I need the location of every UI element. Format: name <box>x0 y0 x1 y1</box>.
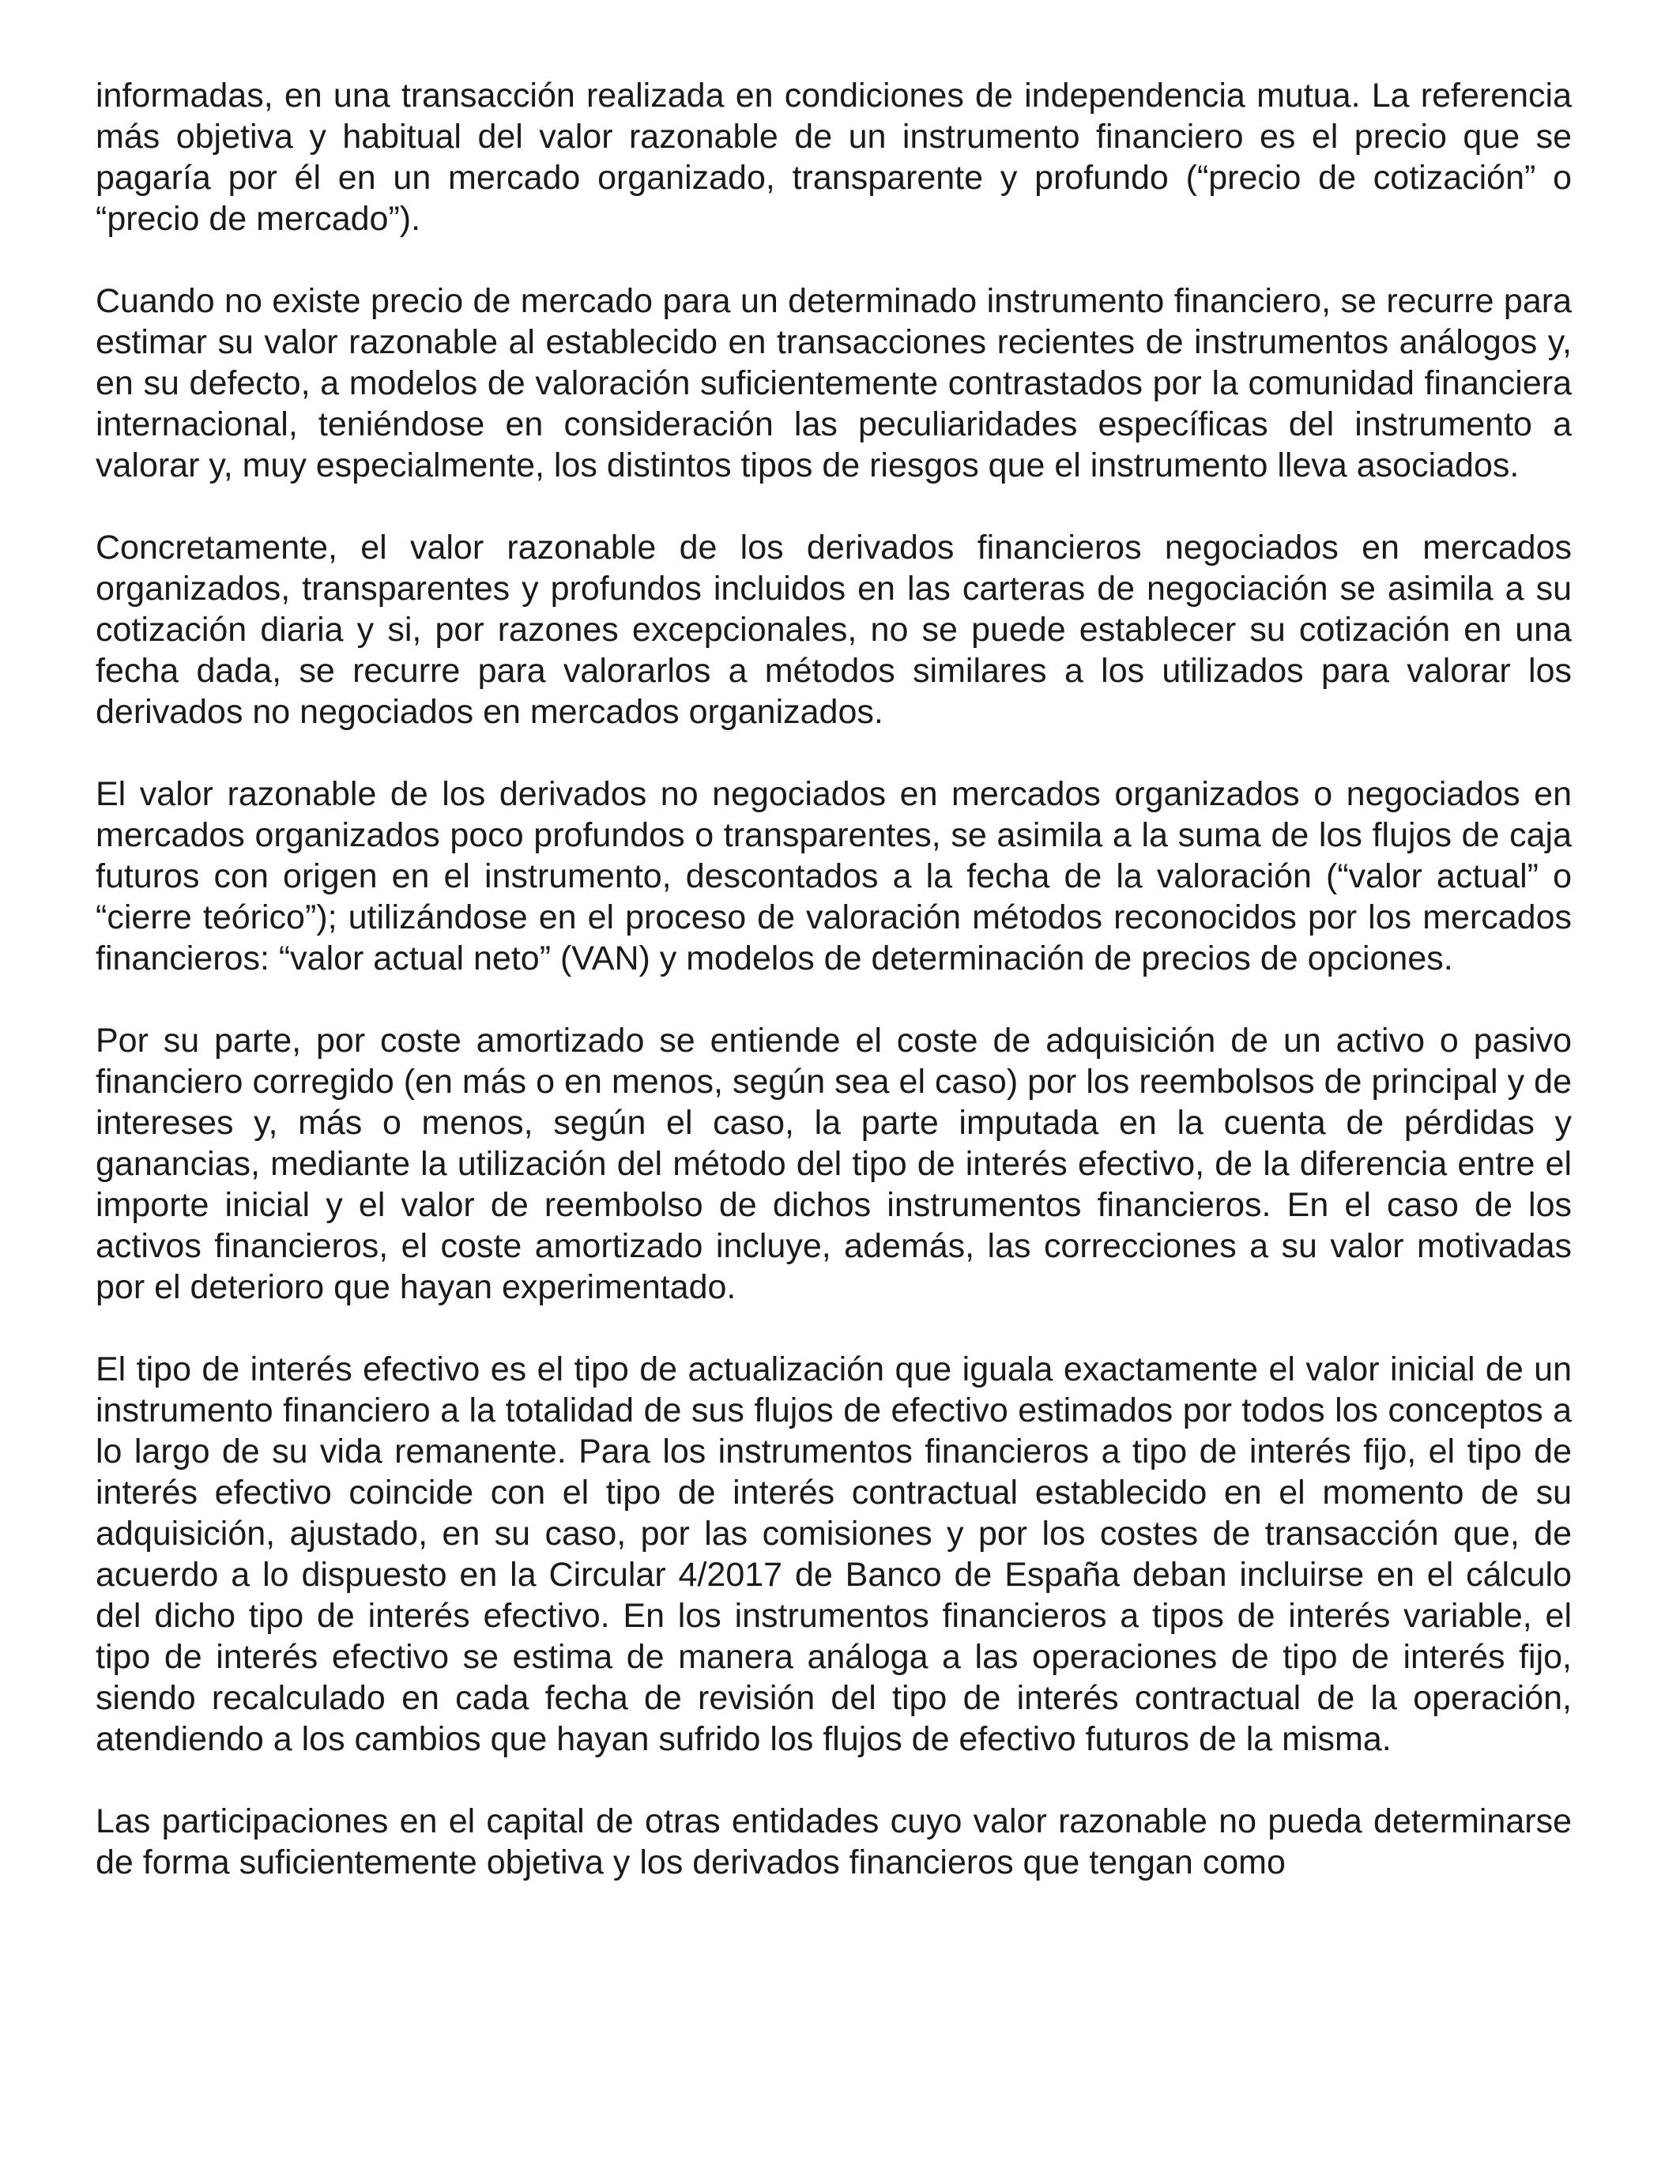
paragraph-tipo-interes-efectivo: El tipo de interés efectivo es el tipo de actualización que iguala exactamente el valor inicial de un instrumento financiero a la totalidad de sus flujos de efectivo estimados por todos los conceptos a lo largo de su vida remanente. Para los instrumentos financieros a tipo de interés fijo, el tipo de interés efectivo coincide con el tipo de interés contractual establecido en el momento de su adquisición, ajustado, en su caso, por las comisiones y por los costes de transacción que, de acuerdo a lo dispuesto en la Circular 4/2017 de Banco de España deban incluirse en el cálculo del dicho tipo de interés efectivo. En los instrumentos financieros a tipos de interés variable, el tipo de interés efectivo se estima de manera análoga a las operaciones de tipo de interés fijo, siendo recalculado en cada fecha de revisión del tipo de interés contractual de la operación, atendiendo a los cambios que hayan sufrido los flujos de efectivo futuros de la misma. <box>96 1350 1572 1758</box>
paragraph-sin-precio-de-mercado: Cuando no existe precio de mercado para un determinado instrumento financiero, se recurre para estimar su valor razonable al establecido en transacciones recientes de instrumentos análogos y, en su defecto, a modelos de valoración suficientemente contrastados por la comunidad financiera internacional, teniéndose en consideración las peculiaridades específicas del instrumento a valorar y, muy especialmente, los distintos tipos de riesgos que el instrumento lleva asociados. <box>96 282 1572 484</box>
document-body <box>96 75 1572 1883</box>
paragraph-coste-amortizado: Por su parte, por coste amortizado se entiende el coste de adquisición de un activo o pasivo financiero corregido (en más o en menos, según sea el caso) por los reembolsos de principal y de intereses y, más o menos, según el caso, la parte imputada en la cuenta de pérdidas y ganancias, mediante la utilización del método del tipo de interés efectivo, de la diferencia entre el importe inicial y el valor de reembolso de dichos instrumentos financieros. En el caso de los activos financieros, el coste amortizado incluye, además, las correcciones a su valor motivadas por el deterioro que hayan experimentado. <box>96 1022 1572 1306</box>
paragraph-derivados-negociados: Concretamente, el valor razonable de los derivados financieros negociados en mercados organizados, transparentes y profundos incluidos en las carteras de negociación se asimila a su cotización diaria y si, por razones excepcionales, no se puede establecer su cotización en una fecha dada, se recurre para valorarlos a métodos similares a los utilizados para valorar los derivados no negociados en mercados organizados. <box>96 529 1572 731</box>
paragraph-participaciones-capital: Las participaciones en el capital de otras entidades cuyo valor razonable no pueda determinarse de forma suficientemente objetiva y los derivados financieros que tengan como <box>96 1802 1572 1881</box>
paragraph-derivados-no-negociados: El valor razonable de los derivados no negociados en mercados organizados o negociados en mercados organizados poco profundos o transparentes, se asimila a la suma de los flujos de caja futuros con origen en el instrumento, descontados a la fecha de la valoración (“valor actual” o “cierre teórico”); utilizándose en el proceso de valoración métodos reconocidos por los mercados financieros: “valor actual neto” (VAN) y modelos de determinación de precios de opciones. <box>96 775 1572 977</box>
paragraph-valor-razonable-definicion: informadas, en una transacción realizada en condiciones de independencia mutua. La referencia más objetiva y habitual del valor razonable de un instrumento financiero es el precio que se pagaría por él en un mercado organizado, transparente y profundo (“precio de cotización” o “precio de mercado”). <box>96 77 1572 238</box>
